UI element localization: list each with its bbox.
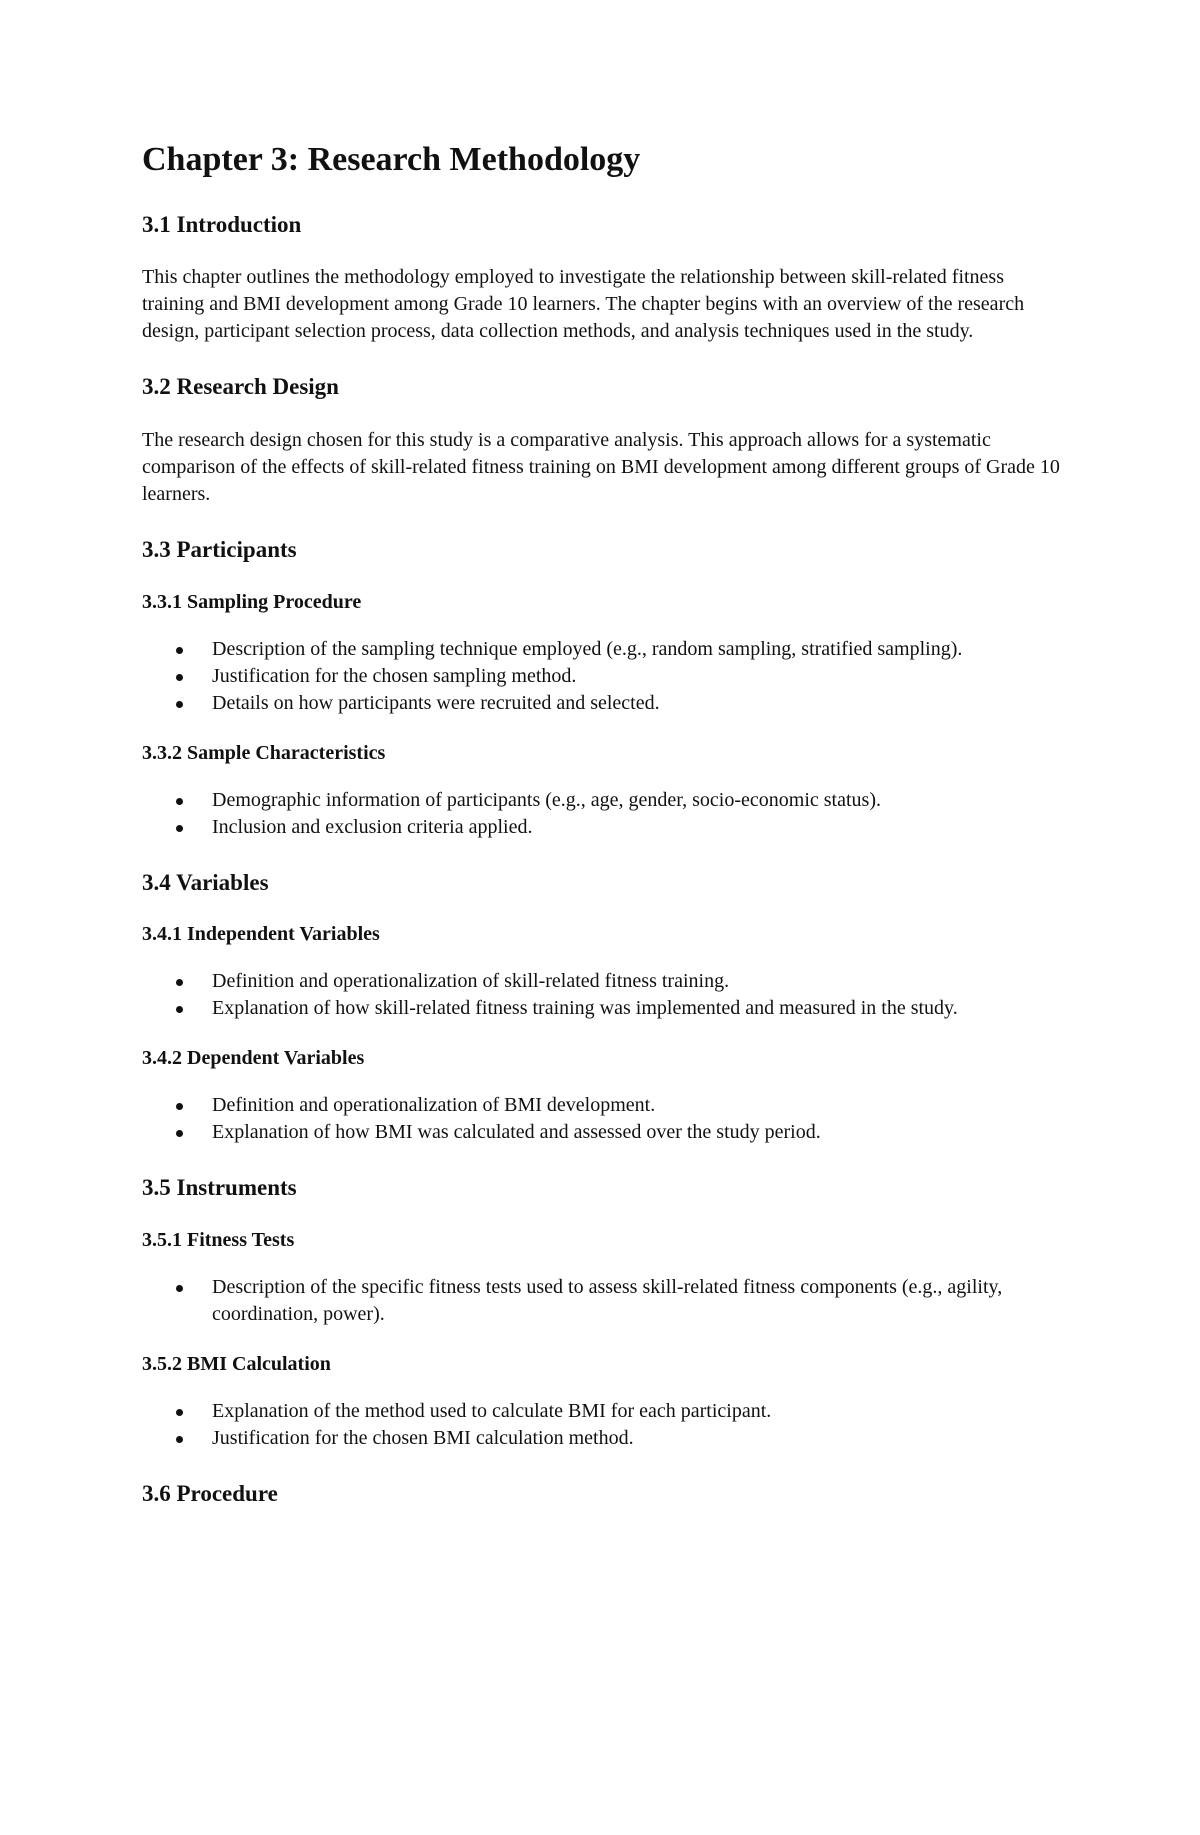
- subsection-heading-bmi-calculation: 3.5.2 BMI Calculation: [142, 1352, 331, 1375]
- research-design-paragraph: The research design chosen for this study is a comparative analysis. This approach allows for a systematic comparison of the effects of skill-related fitness training on BMI development among different groups of Grade 10 learners.: [142, 428, 1060, 505]
- list-item: Explanation of the method used to calculate BMI for each participant.: [142, 1398, 1062, 1425]
- chapter-title: Chapter 3: Research Methodology: [142, 141, 641, 178]
- list-item: Description of the sampling technique employed (e.g., random sampling, stratified sampling).: [142, 636, 1062, 663]
- subsection-heading-sample-characteristics: 3.3.2 Sample Characteristics: [142, 741, 386, 764]
- list-item: Details on how participants were recruited and selected.: [142, 690, 1062, 717]
- subsection-heading-dependent-variables: 3.4.2 Dependent Variables: [142, 1047, 365, 1070]
- section-heading-participants: 3.3 Participants: [142, 536, 297, 562]
- list-item: Inclusion and exclusion criteria applied.: [142, 814, 1062, 841]
- list-item: Explanation of how skill-related fitness training was implemented and measured in the study.: [142, 995, 1062, 1022]
- sample-characteristics-list: [142, 787, 1062, 841]
- list-item: Justification for the chosen sampling method.: [142, 663, 1062, 690]
- section-heading-instruments: 3.5 Instruments: [142, 1175, 297, 1201]
- sampling-procedure-list: [142, 636, 1062, 717]
- independent-variables-list: [142, 968, 1062, 1022]
- introduction-paragraph: This chapter outlines the methodology employed to investigate the relationship between skill-related fitness training and BMI development among Grade 10 learners. The chapter begins with an overview of the research design, participant selection process, data collection methods, and analysis techniques used in the study.: [142, 266, 1025, 343]
- dependent-variables-list: [142, 1092, 1062, 1146]
- list-item: Demographic information of participants (e.g., age, gender, socio-economic status).: [142, 787, 1062, 814]
- section-heading-research-design: 3.2 Research Design: [142, 374, 339, 400]
- section-heading-introduction: 3.1 Introduction: [142, 211, 302, 237]
- list-item: Justification for the chosen BMI calculation method.: [142, 1425, 1062, 1452]
- subsection-heading-independent-variables: 3.4.1 Independent Variables: [142, 923, 380, 946]
- document-page: [142, 140, 1062, 1533]
- subsection-heading-fitness-tests: 3.5.1 Fitness Tests: [142, 1228, 295, 1251]
- bmi-calculation-list: [142, 1398, 1062, 1452]
- section-heading-variables: 3.4 Variables: [142, 869, 269, 895]
- section-heading-procedure: 3.6 Procedure: [142, 1480, 278, 1506]
- list-item: Definition and operationalization of BMI development.: [142, 1092, 1062, 1119]
- list-item: Definition and operationalization of skill-related fitness training.: [142, 968, 1062, 995]
- list-item: Description of the specific fitness tests used to assess skill-related fitness components (e.g., agility, coordination, power).: [142, 1274, 1062, 1328]
- fitness-tests-list: [142, 1274, 1062, 1328]
- subsection-heading-sampling-procedure: 3.3.1 Sampling Procedure: [142, 590, 362, 613]
- list-item: Explanation of how BMI was calculated and assessed over the study period.: [142, 1119, 1062, 1146]
